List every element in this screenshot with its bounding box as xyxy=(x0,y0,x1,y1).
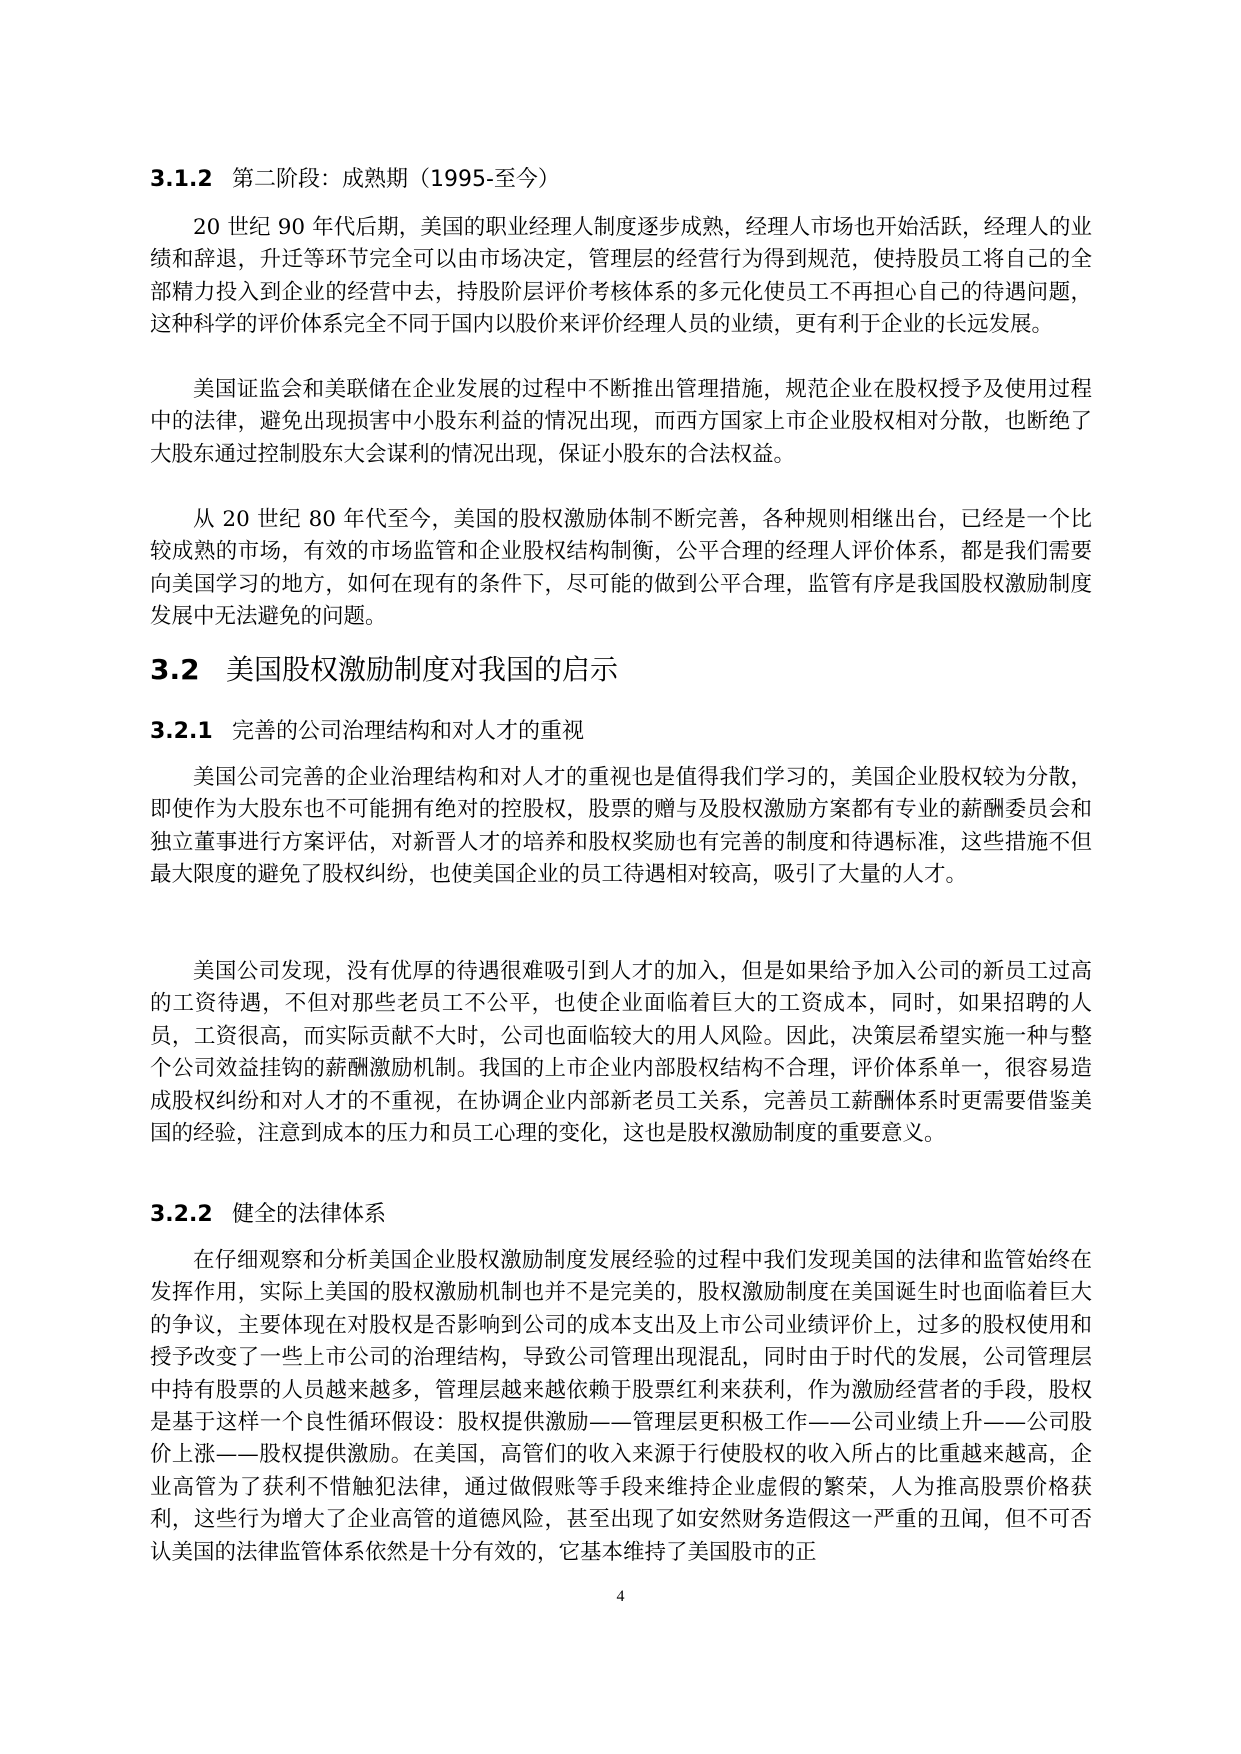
paragraph-3: 从 20 世纪 80 年代至今，美国的股权激励体制不断完善，各种规则相继出台，已经是一个比较成熟的市场，有效的市场监管和企业股权结构制衡，公平合理的经理人评价体系，都是我们需要向美国学习的地方，如何在现有的条件下，尽可能的做到公平合理，监管有序是我国股权激励制度发展中无法避免的问题。 xyxy=(150,507,1092,630)
paragraph-2: 美国证监会和美联储在企业发展的过程中不断推出管理措施，规范企业在股权授予及使用过程中的法律，避免出现损害中小股东利益的情况出现，而西方国家上市企业股权相对分散，也断绝了大股东通过控制股东大会谋利的情况出现，保证小股东的合法权益。 xyxy=(150,377,1092,467)
section-number: 3.2 xyxy=(150,653,200,686)
section-number: 3.1.2 xyxy=(150,167,213,192)
paragraph-6: 在仔细观察和分析美国企业股权激励制度发展经验的过程中我们发现美国的法律和监管始终在发挥作用，实际上美国的股权激励机制也并不是完美的，股权激励制度在美国诞生时也面临着巨大的争议，主要体现在对股权是否影响到公司的成本支出及上市公司业绩评价上，过多的股权使用和授予改变了一些上市公司的治理结构，导致公司管理出现混乱，同时由于时代的发展，公司管理层中持有股票的人员越来越多，管理层越来越依赖于股票红利来获利，作为激励经营者的手段，股权是基于这样一个良性循环假设：股权提供激励——管理层更积极工作——公司业绩上升——公司股价上涨——股权提供激励。在美国，高管们的收入来源于行使股权的收入所占的比重越来越高，企业高管为了获利不惜触犯法律，通过做假账等手段来维持企业虚假的繁荣，人为推高股票价格获利，这些行为增大了企业高管的道德风险，甚至出现了如安然财务造假这一严重的丑闻，但不可否认美国的法律监管体系依然是十分有效的，它基本维持了美国股市的正 xyxy=(150,1248,1092,1565)
section-heading-3-2-1 xyxy=(150,717,584,747)
paragraph-5: 美国公司发现，没有优厚的待遇很难吸引到人才的加入，但是如果给予加入公司的新员工过高的工资待遇，不但对那些老员工不公平，也使企业面临着巨大的工资成本，同时，如果招聘的人员，工资很高，而实际贡献不大时，公司也面临较大的用人风险。因此，决策层希望实施一种与整个公司效益挂钩的薪酬激励机制。我国的上市企业内部股权结构不合理，评价体系单一，很容易造成股权纠纷和对人才的不重视，在协调企业内部新老员工关系，完善员工薪酬体系时更需要借鉴美国的经验，注意到成本的压力和员工心理的变化，这也是股权激励制度的重要意义。 xyxy=(150,959,1092,1147)
paragraph-4: 美国公司完善的企业治理结构和对人才的重视也是值得我们学习的，美国企业股权较为分散，即使作为大股东也不可能拥有绝对的控股权，股票的赠与及股权激励方案都有专业的薪酬委员会和独立董事进行方案评估，对新晋人才的培养和股权奖励也有完善的制度和待遇标准，这些措施不但最大限度的避免了股权纠纷，也使美国企业的员工待遇相对较高，吸引了大量的人才。 xyxy=(150,765,1092,888)
section-title: 美国股权激励制度对我国的启示 xyxy=(226,653,619,686)
section-title: 完善的公司治理结构和对人才的重视 xyxy=(232,719,585,744)
section-heading-3-1-2 xyxy=(150,165,560,195)
section-number: 3.2.2 xyxy=(150,1202,213,1227)
section-title: 第二阶段：成熟期（1995-至今） xyxy=(232,167,560,192)
section-heading-3-2-2 xyxy=(150,1200,386,1230)
section-number: 3.2.1 xyxy=(150,719,213,744)
section-heading-3-2 xyxy=(150,652,618,688)
paragraph-1: 20 世纪 90 年代后期，美国的职业经理人制度逐步成熟，经理人市场也开始活跃，经理人的业绩和辞退，升迁等环节完全可以由市场决定，管理层的经营行为得到规范，使持股员工将自己的全部精力投入到企业的经营中去，持股阶层评价考核体系的多元化使员工不再担心自己的待遇问题，这种科学的评价体系完全不同于国内以股价来评价经理人员的业绩，更有利于企业的长远发展。 xyxy=(150,215,1092,338)
section-title: 健全的法律体系 xyxy=(232,1202,387,1227)
page-number: 4 xyxy=(616,1588,625,1605)
